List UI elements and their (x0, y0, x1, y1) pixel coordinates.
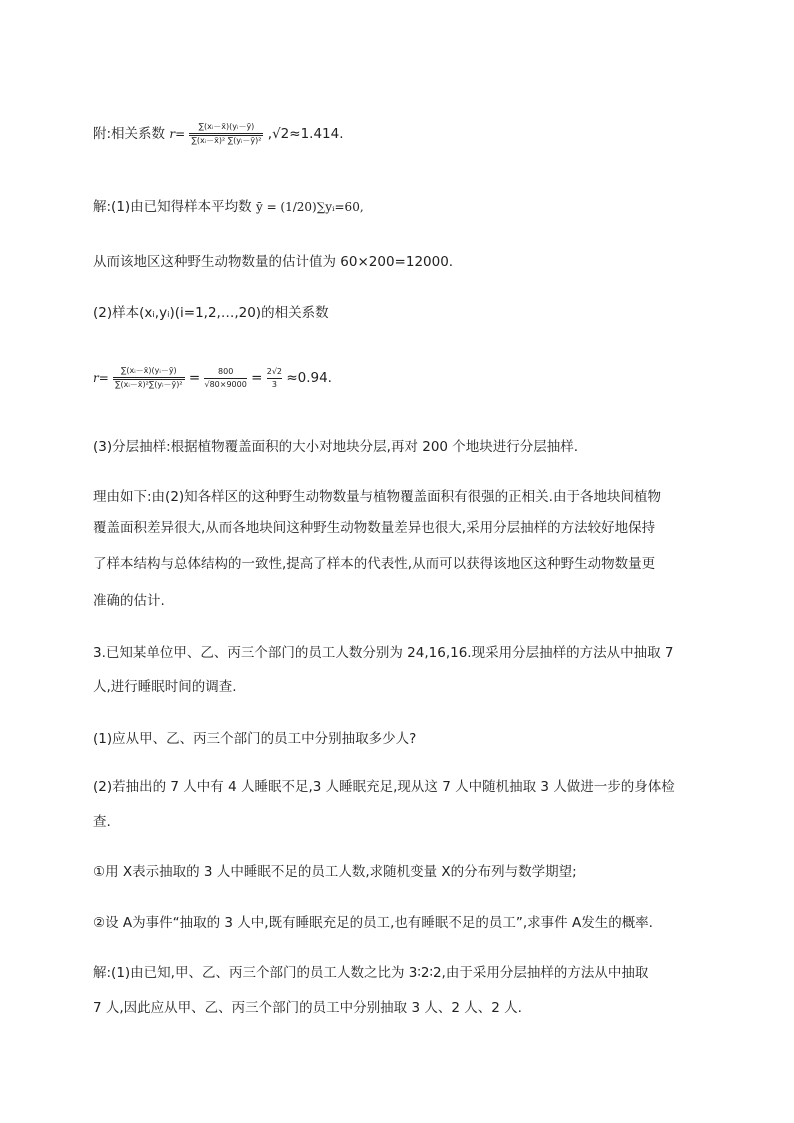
calc-fraction-2 (204, 367, 246, 390)
calc-r: r= (93, 371, 109, 385)
calc-fraction-1 (113, 366, 184, 390)
formula-r: r= (169, 127, 186, 141)
calc-eq-2: = (251, 370, 263, 386)
question-3-part-2-line-1: (2)若抽出的 7 人中有 4 人睡眠不足,3 人睡眠充足,现从这 7 人中随机抽取 3 人做进一步的身体检 (93, 779, 675, 795)
reason-line-1: 理由如下:由(2)知各样区的这种野生动物数量与植物覆盖面积有很强的正相关.由于各地块间植物 (93, 489, 661, 505)
calc-denominator: ∑(xᵢ－x̄)²∑(yᵢ－ȳ)² (115, 380, 183, 389)
calc-fraction-3 (267, 367, 282, 390)
calc-result: ≈0.94. (286, 370, 332, 386)
reason-line-2: 覆盖面积差异很大,从而各地块间这种野生动物数量差异也很大,采用分层抽样的方法较好地保持 (93, 520, 656, 536)
question-3-line-1: 3.已知某单位甲、乙、丙三个部门的员工人数分别为 24,16,16.现采用分层抽样的方法从中抽取 7 (93, 645, 674, 661)
formula-suffix: ,√2≈1.414. (267, 126, 344, 142)
formula-numerator: ∑(xᵢ－x̄)(yᵢ－ȳ) (198, 122, 255, 131)
formula-correlation-line (93, 122, 344, 146)
formula-correlation-fraction (189, 122, 263, 146)
calc-eq-1: = (188, 370, 201, 386)
correlation-calc-line (93, 366, 332, 390)
formula-prefix: 附:相关系数 (93, 126, 166, 142)
question-3-sub-2: ②设 A为事件“抽取的 3 人中,既有睡眠充足的员工,也有睡眠不足的员工”,求事件 A发生的概率. (93, 915, 653, 931)
question-3-sub-1: ①用 X表示抽取的 3 人中睡眠不足的员工人数,求随机变量 X的分布列与数学期望; (93, 864, 577, 880)
solution-1-text: 解:(1)由已知得样本平均数 (93, 199, 252, 215)
formula-denominator: ∑(xᵢ－x̄)² ∑(yᵢ－ȳ)² (191, 136, 262, 145)
answer-3-line-2: 7 人,因此应从甲、乙、丙三个部门的员工中分别抽取 3 人、2 人、2 人. (93, 1000, 522, 1016)
answer-3-line-1: 解:(1)由已知,甲、乙、丙三个部门的员工人数之比为 3∶2∶2,由于采用分层抽样的方法从中抽取 (93, 965, 649, 981)
solution-3-line: (3)分层抽样:根据植物覆盖面积的大小对地块分层,再对 200 个地块进行分层抽样. (93, 439, 579, 455)
estimate-line: 从而该地区这种野生动物数量的估计值为 60×200=12000. (93, 254, 454, 270)
calc-denominator-2: √80×9000 (204, 379, 247, 389)
calc-numerator-2: 800 (218, 366, 234, 376)
solution-2-line: (2)样本(xᵢ,yᵢ)(i=1,2,…,20)的相关系数 (93, 305, 329, 321)
question-3-part-2-line-2: 查. (93, 814, 111, 830)
mean-formula: ȳ = (1/20)∑yᵢ=60, (255, 200, 364, 214)
question-3-line-2: 人,进行睡眠时间的调查. (93, 679, 237, 695)
calc-denominator-3: 3 (271, 379, 277, 389)
reason-line-4: 准确的估计. (93, 593, 165, 609)
calc-numerator: ∑(xᵢ－x̄)(yᵢ－ȳ) (121, 366, 177, 375)
reason-line-3: 了样本结构与总体结构的一致性,提高了样本的代表性,从而可以获得该地区这种野生动物数量更 (93, 556, 656, 572)
solution-1-line (93, 197, 364, 217)
question-3-part-1: (1)应从甲、乙、丙三个部门的员工中分别抽取多少人? (93, 731, 417, 747)
calc-numerator-3: 2√2 (266, 366, 283, 376)
